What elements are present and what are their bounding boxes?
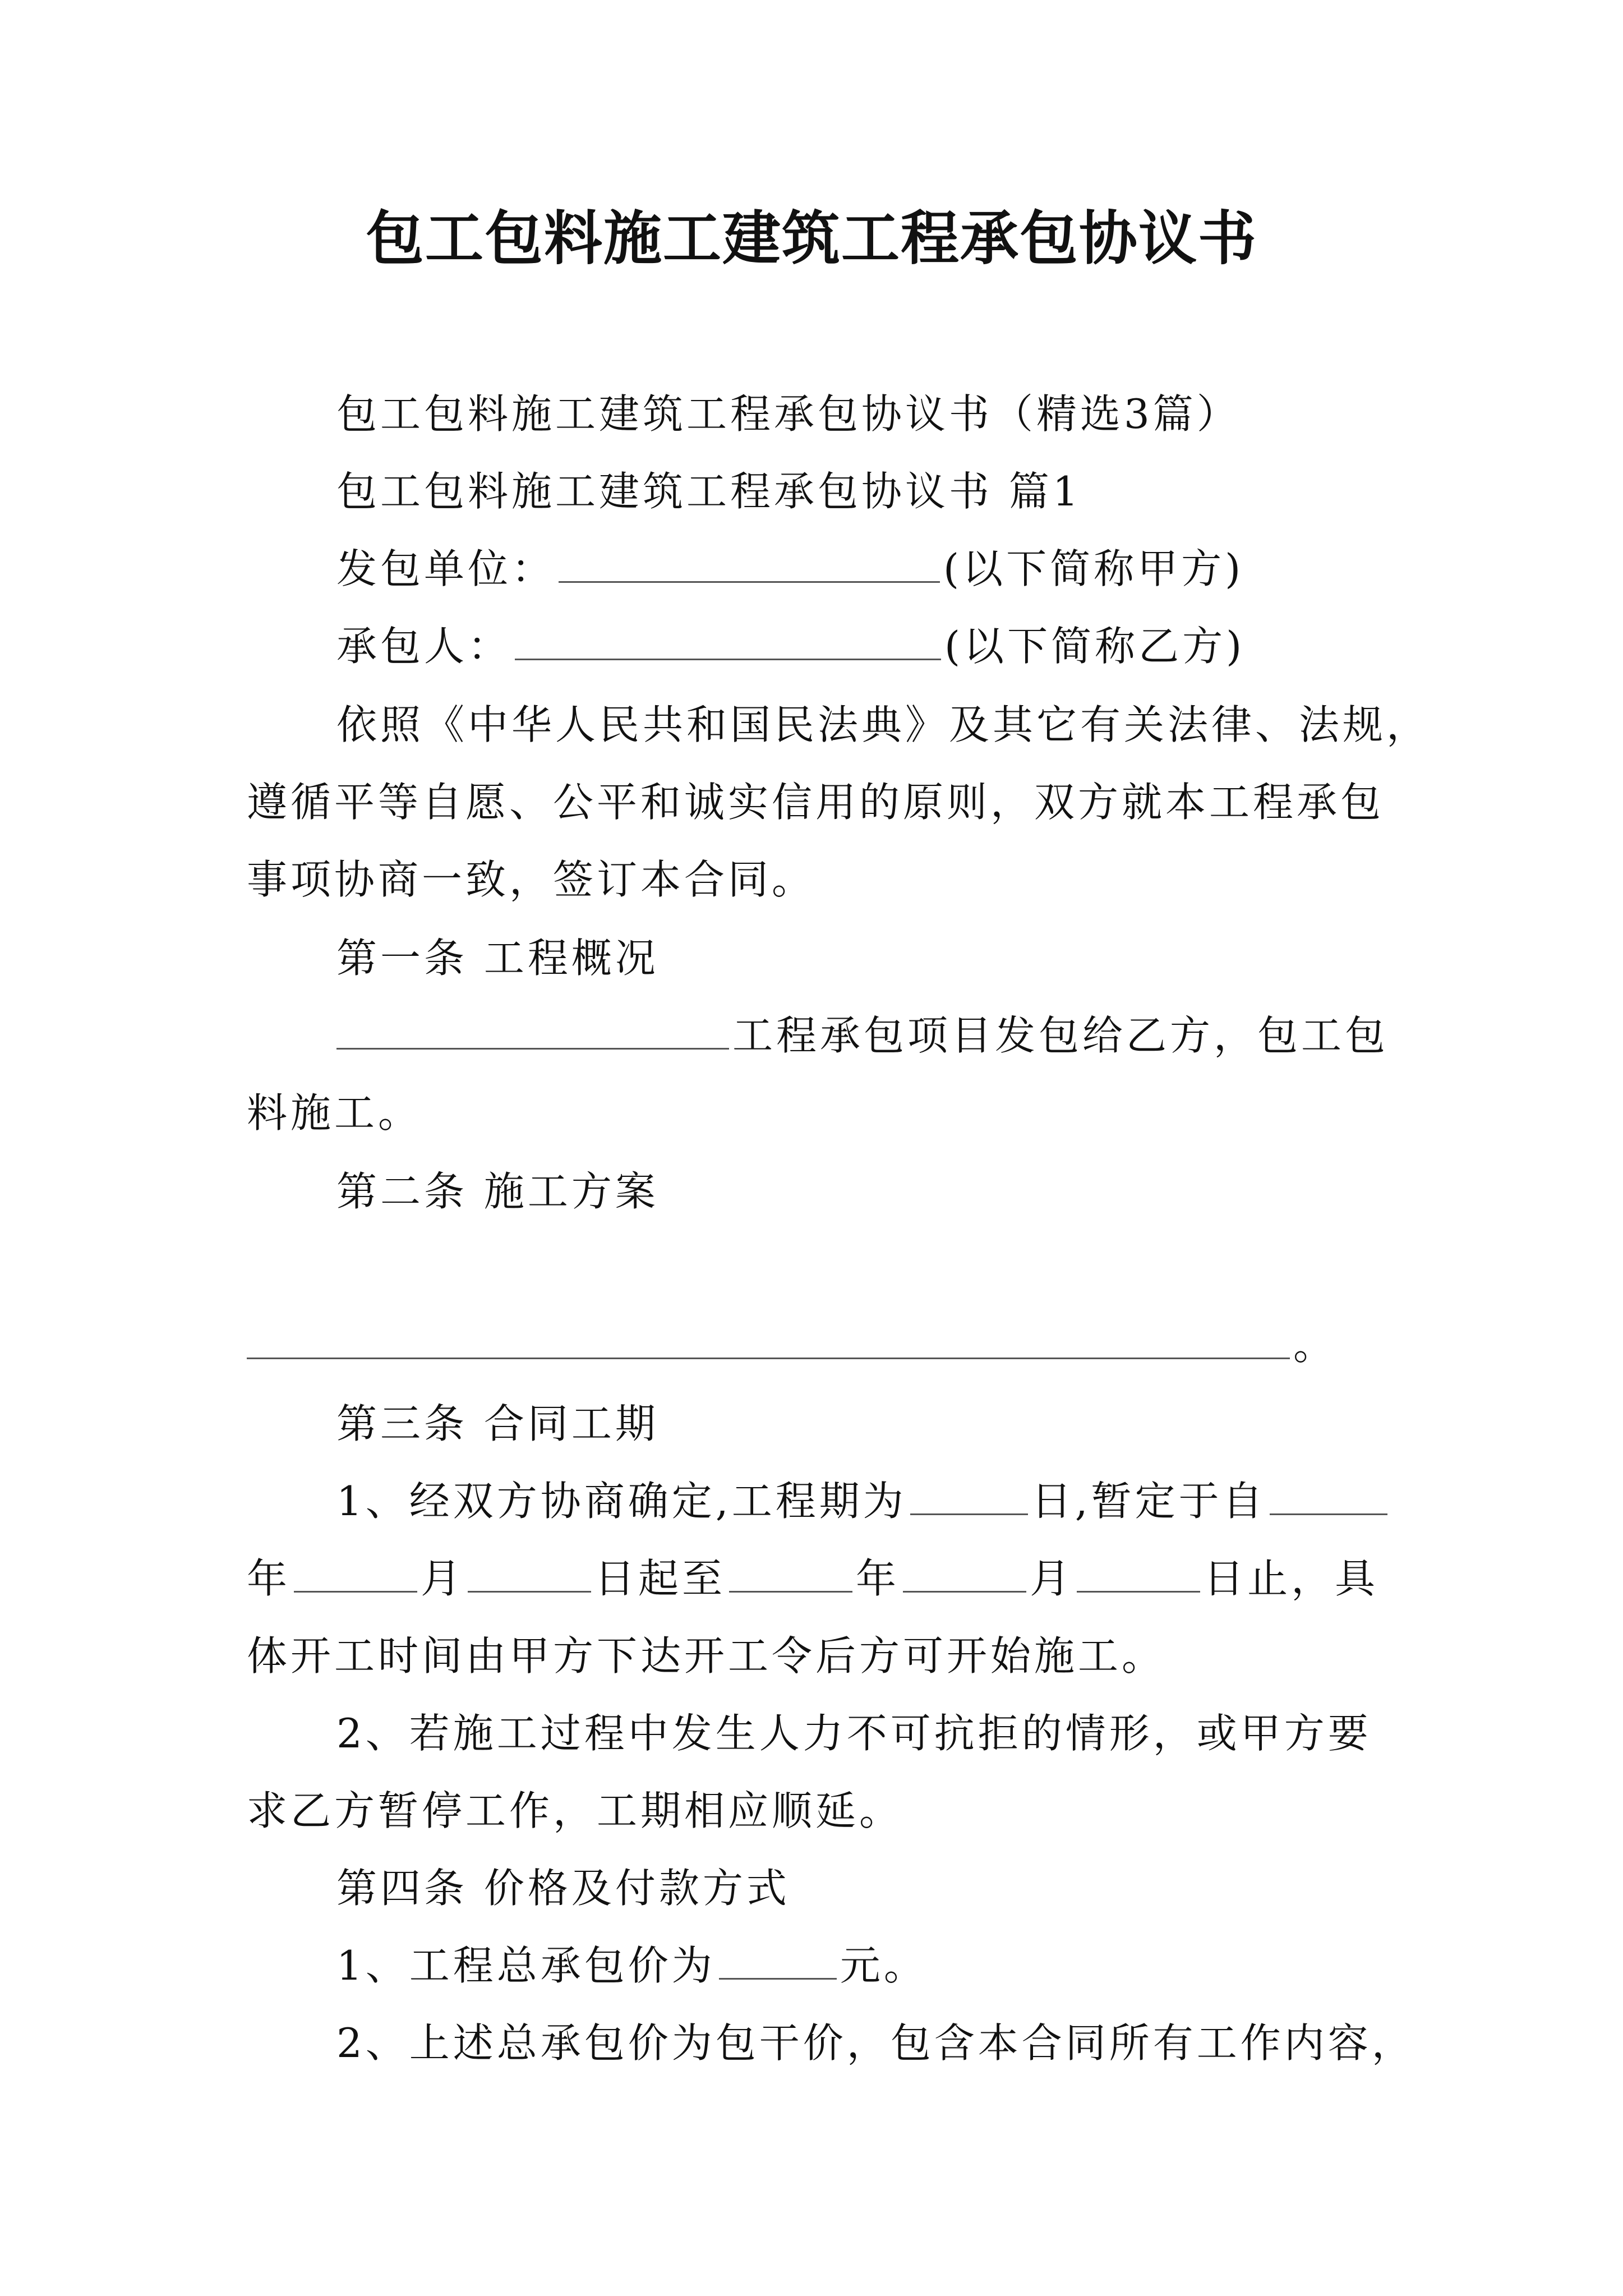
- contractee-label: 承包人：: [336, 623, 512, 670]
- article-3-line-2: 年 月 日起至 年 月 日止，具: [247, 1552, 1378, 1605]
- article-2-blank-line: [247, 1318, 1337, 1372]
- end-month-blank: [903, 1552, 1026, 1593]
- contractor-line: [336, 542, 1244, 596]
- end-day-blank: [1077, 1552, 1200, 1593]
- contractee-line: [336, 619, 1245, 673]
- article-1-line-1: [336, 1009, 1389, 1062]
- document-title: 包工包料施工建筑工程承包协议书: [365, 204, 1257, 273]
- article-3-line-4: 2、若施工过程中发生人力不可抗拒的情形，或甲方要: [336, 1710, 1372, 1757]
- article-2-heading: 第二条 施工方案: [336, 1168, 659, 1215]
- preamble-line-2: 遵循平等自愿、公平和诚实信用的原则，双方就本工程承包: [247, 779, 1385, 826]
- article-4-heading: 第四条 价格及付款方式: [336, 1865, 790, 1912]
- contractor-label: 发包单位：: [336, 545, 556, 592]
- article-4-line-2: 2、上述总承包价为包干价，包含本合同所有工作内容，: [336, 2019, 1415, 2067]
- article-3-line-5: 求乙方暂停工作，工期相应顺延。: [247, 1787, 903, 1834]
- start-month-blank: [468, 1552, 591, 1593]
- article-3-heading: 第三条 合同工期: [336, 1400, 659, 1447]
- end-year-blank: [729, 1552, 852, 1593]
- construction-plan-blank: [247, 1318, 1290, 1359]
- preamble-line-1: 依照《中华人民共和国民法典》及其它有关法律、法规，: [336, 701, 1431, 748]
- article-3-line-1: 1、经双方协商确定,工程期为 日,暂定于自: [336, 1474, 1391, 1528]
- subtitle: 包工包料施工建筑工程承包协议书（精选3篇）: [336, 390, 1241, 438]
- contractor-suffix: (以下简称甲方): [943, 545, 1244, 592]
- article-4-line-1: 1、工程总承包价为 元。: [336, 1939, 928, 1993]
- preamble-line-3: 事项协商一致，签订本合同。: [247, 856, 816, 903]
- article-1-line-2: 料施工。: [247, 1089, 422, 1137]
- contractor-blank: [559, 542, 940, 583]
- contractee-blank: [515, 619, 941, 660]
- project-blank: [336, 1009, 729, 1050]
- article-1-heading: 第一条 工程概况: [336, 935, 659, 982]
- start-blank: [1270, 1474, 1387, 1515]
- article-1-text: 工程承包项目发包给乙方，包工包: [732, 1012, 1389, 1059]
- contractee-suffix: (以下简称乙方): [944, 623, 1246, 670]
- part-heading: 包工包料施工建筑工程承包协议书 篇1: [336, 468, 1082, 515]
- article-2-period: 。: [1293, 1322, 1338, 1369]
- total-price-blank: [719, 1939, 837, 1980]
- article-3-line-3: 体开工时间由甲方下达开工令后方可开始施工。: [247, 1632, 1166, 1680]
- duration-days-blank: [910, 1474, 1028, 1515]
- start-year-blank: [294, 1552, 417, 1593]
